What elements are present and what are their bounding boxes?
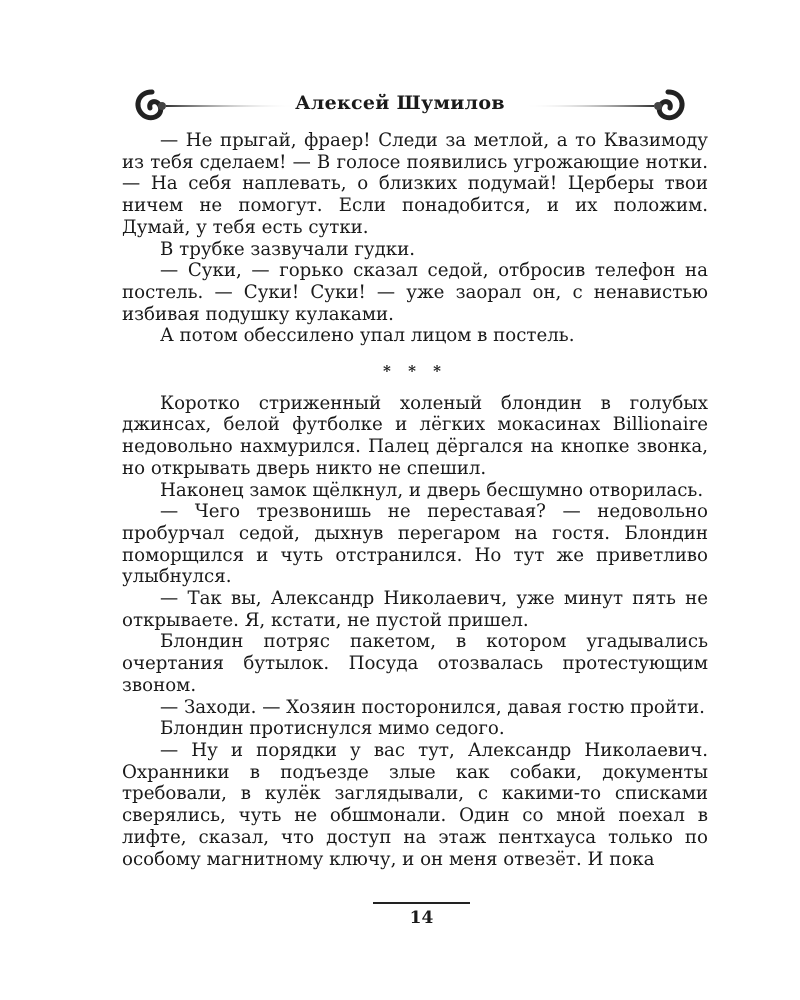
page-number: 14 bbox=[409, 908, 434, 928]
paragraph: — Заходи. — Хозяин посторонился, давая гостю пройти. bbox=[160, 696, 705, 718]
footer-rule bbox=[373, 902, 470, 904]
paragraph: Наконец замок щёлкнул, и дверь бесшумно отворилась. bbox=[160, 479, 704, 501]
page-body bbox=[122, 130, 708, 870]
running-header bbox=[100, 78, 700, 136]
paragraph: — Не прыгай, фраер! Следи за метлой, а то Квазимоду из тебя сделаем! — В голосе появились угрожающие нотки. — На себя наплевать, о близких подумай! Церберы твои ничем не помогут. Если понадобится, и их положим. Думай, у тебя есть сутки. bbox=[122, 130, 708, 238]
paragraph: — Ну и порядки у вас тут, Александр Николаевич. Охранники в подъезде злые как собаки, документы требовали, в кулёк заглядывали, с какими-то списками сверялись, чуть не обшмонали. Один со мной поехал в лифте, сказал, что доступ на этаж пентхауса только по особому магнитному ключу, и он меня отвезёт. И пока bbox=[122, 739, 708, 870]
paragraph: А потом обессилено упал лицом в постель. bbox=[160, 325, 575, 347]
paragraph: Блондин протиснулся мимо седого. bbox=[160, 718, 505, 740]
paragraph: — Суки, — горько сказал седой, отбросив телефон на постель. — Суки! Суки! — уже заорал он, с ненавистью избивая подушку кулаками. bbox=[122, 260, 708, 325]
author-name: Алексей Шумилов bbox=[295, 92, 505, 114]
paragraph: — Чего трезвонишь не переставая? — недовольно пробурчал седой, дыхнув перегаром на гостя. Блондин поморщился и чуть отстранился. Но тут же приветливо улыбнулся. bbox=[122, 501, 708, 588]
paragraph: — Так вы, Александр Николаевич, уже минут пять не открываете. Я, кстати, не пустой пришел. bbox=[122, 588, 708, 631]
paragraph: Блондин потряс пакетом, в котором угадывались очертания бутылок. Посуда отозвалась протестующим звоном. bbox=[122, 631, 708, 696]
paragraph: Коротко стриженный холеный блондин в голубых джинсах, белой футболке и лёгких мокасинах Billionaire недовольно нахмурился. Палец дёргался на кнопке звонка, но открывать дверь никто не спешил. bbox=[122, 392, 708, 479]
paragraph: В трубке зазвучали гудки. bbox=[160, 238, 416, 260]
section-separator: * * * bbox=[383, 362, 447, 381]
right-swirl-ornament-icon bbox=[520, 86, 690, 126]
